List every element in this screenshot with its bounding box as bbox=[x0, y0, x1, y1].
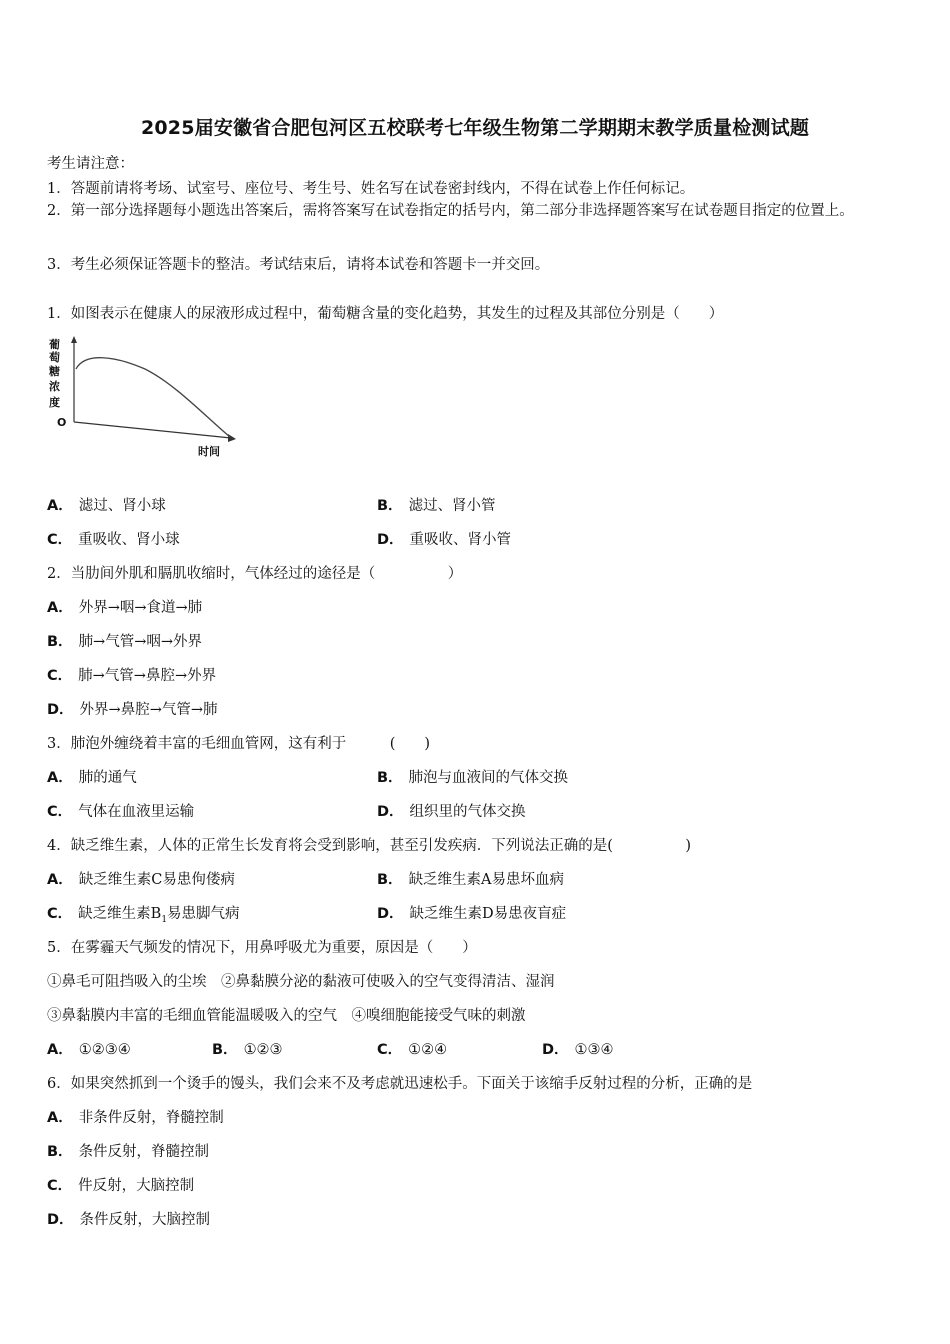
q2-option-c[interactable]: C． 肺→气管→鼻腔→外界 bbox=[47, 668, 217, 684]
q6-option-b[interactable]: B． 条件反射，脊髓控制 bbox=[47, 1144, 210, 1160]
q4-option-a[interactable]: A． 缺乏维生素C易患佝偻病 bbox=[47, 872, 235, 888]
notice-item-2: 2．第一部分选择题每小题选出答案后，需将答案写在试卷指定的括号内，第二部分非选择题答案写在试卷题目指定的位置上。 bbox=[47, 203, 854, 219]
question-5-statements-1: ①鼻毛可阻挡吸入的尘埃 ②鼻黏膜分泌的黏液可使吸入的空气变得清洁、湿润 bbox=[47, 974, 555, 990]
q5-option-b[interactable]: B． ①②③ bbox=[212, 1042, 283, 1058]
q6-option-c[interactable]: C． 件反射，大脑控制 bbox=[47, 1178, 195, 1194]
x-label: 时间 bbox=[198, 445, 220, 458]
notice-heading: 考生请注意： bbox=[47, 156, 134, 172]
y-label-char-2: 萄 bbox=[49, 351, 60, 364]
q5-option-d[interactable]: D． ①③④ bbox=[542, 1042, 614, 1058]
y-label-char-4: 浓 bbox=[49, 380, 60, 393]
origin-label: O bbox=[57, 416, 67, 429]
y-label-char-5: 度 bbox=[49, 396, 60, 409]
q3-option-c[interactable]: C． 气体在血液里运输 bbox=[47, 804, 195, 820]
notice-item-3: 3．考生必须保证答题卡的整洁。考试结束后，请将本试卷和答题卡一并交回。 bbox=[47, 257, 550, 273]
q3-option-d[interactable]: D． 组织里的气体交换 bbox=[377, 804, 526, 820]
q4-option-b[interactable]: B． 缺乏维生素A易患坏血病 bbox=[377, 872, 565, 888]
x-axis-arrow bbox=[228, 434, 236, 442]
q2-option-a[interactable]: A． 外界→咽→食道→肺 bbox=[47, 600, 203, 616]
q1-option-b[interactable]: B． 滤过、肾小管 bbox=[377, 498, 496, 514]
notice-item-1: 1．答题前请将考场、试室号、座位号、考生号、姓名写在试卷密封线内，不得在试卷上作任何标记。 bbox=[47, 181, 695, 197]
q6-option-d[interactable]: D． 条件反射，大脑控制 bbox=[47, 1212, 211, 1228]
q6-option-a[interactable]: A． 非条件反射，脊髓控制 bbox=[47, 1110, 224, 1126]
x-axis bbox=[74, 422, 231, 438]
q2-option-b[interactable]: B． 肺→气管→咽→外界 bbox=[47, 634, 203, 650]
question-4-stem: 4．缺乏维生素，人体的正常生长发育将会受到影响，甚至引发疾病．下列说法正确的是( ) bbox=[47, 838, 692, 854]
question-5-stem: 5．在雾霾天气频发的情况下，用鼻呼吸尤为重要，原因是（ ） bbox=[47, 940, 477, 956]
question-1-stem: 1．如图表示在健康人的尿液形成过程中，葡萄糖含量的变化趋势，其发生的过程及其部位分别是（ ） bbox=[47, 306, 724, 322]
q3-option-b[interactable]: B． 肺泡与血液间的气体交换 bbox=[377, 770, 569, 786]
q4-option-d[interactable]: D． 缺乏维生素D易患夜盲症 bbox=[377, 906, 567, 922]
q1-option-a[interactable]: A． 滤过、肾小球 bbox=[47, 498, 166, 514]
q5-option-a[interactable]: A． ①②③④ bbox=[47, 1042, 131, 1058]
page-title: 2025届安徽省合肥包河区五校联考七年级生物第二学期期末教学质量检测试题 bbox=[140, 117, 810, 139]
y-label-char-1: 葡 bbox=[49, 338, 60, 351]
y-label-char-3: 糖 bbox=[49, 365, 60, 378]
question-5-statements-2: ③鼻黏膜内丰富的毛细血管能温暖吸入的空气 ④嗅细胞能接受气味的刺激 bbox=[47, 1008, 526, 1024]
question-3-stem: 3．肺泡外缠绕着丰富的毛细血管网，这有利于 ( ) bbox=[47, 736, 431, 752]
question-2-stem: 2．当肋间外肌和膈肌收缩时，气体经过的途径是（ ） bbox=[47, 566, 463, 582]
glucose-curve-figure bbox=[45, 334, 245, 464]
question-6-stem: 6．如果突然抓到一个烫手的馒头，我们会来不及考虑就迅速松手。下面关于该缩手反射过程的分析，正确的是 bbox=[47, 1076, 753, 1092]
q1-option-c[interactable]: C． 重吸收、肾小球 bbox=[47, 532, 180, 548]
q4-option-c[interactable]: C． 缺乏维生素$B_1$易患脚气病 bbox=[47, 906, 240, 925]
q5-option-c[interactable]: C． ①②④ bbox=[377, 1042, 448, 1058]
q1-option-d[interactable]: D． 重吸收、肾小管 bbox=[377, 532, 512, 548]
q3-option-a[interactable]: A． 肺的通气 bbox=[47, 770, 137, 786]
q2-option-d[interactable]: D． 外界→鼻腔→气管→肺 bbox=[47, 702, 218, 718]
y-axis-arrow bbox=[71, 336, 77, 343]
